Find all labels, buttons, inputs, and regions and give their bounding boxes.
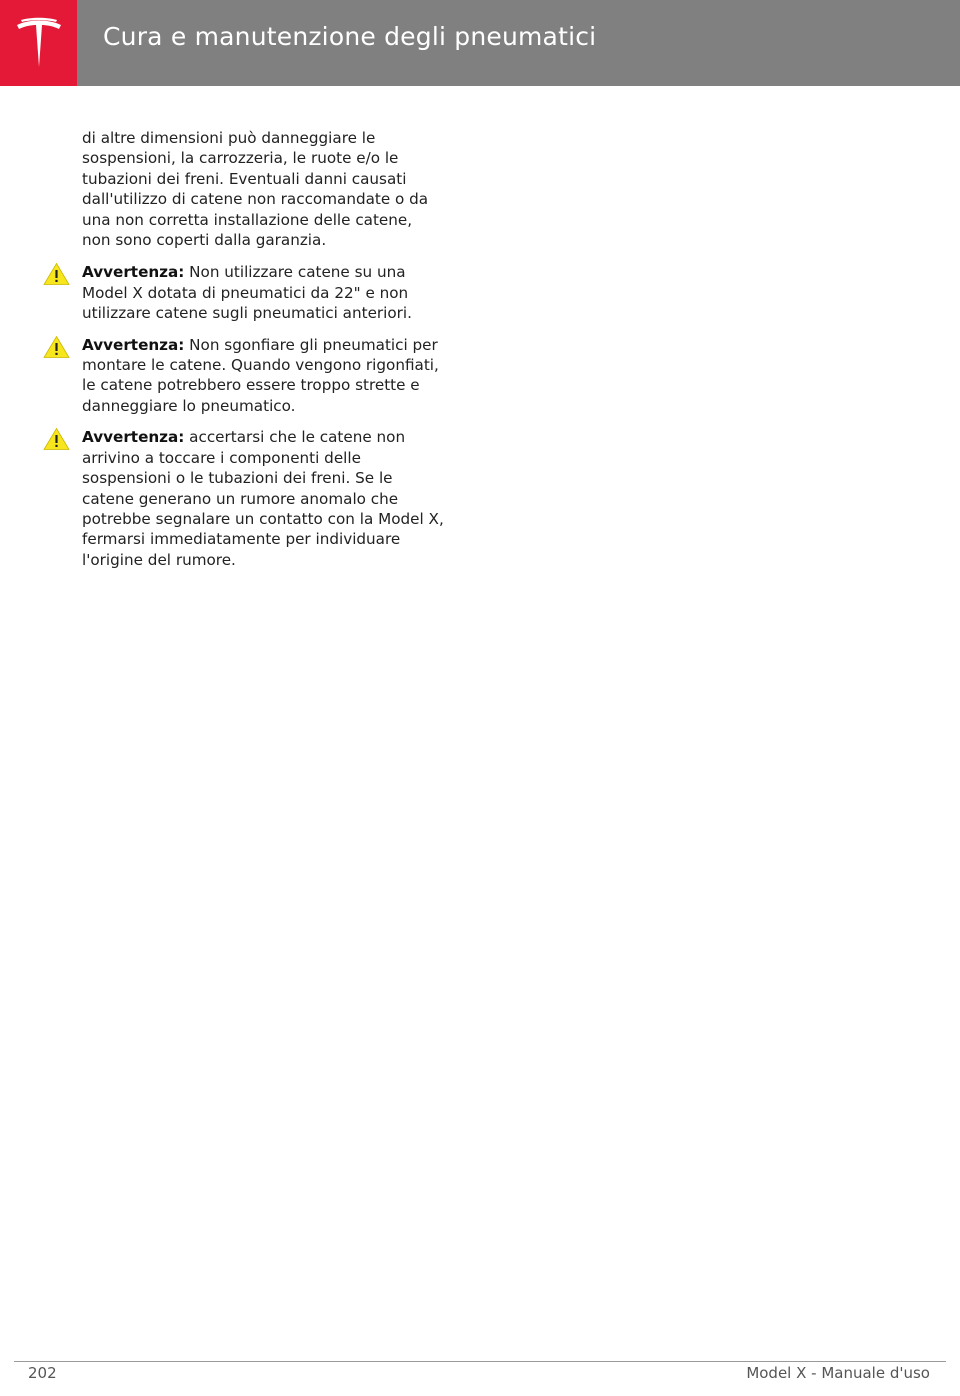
warning-block <box>82 335 444 417</box>
warning-label: Avvertenza: <box>82 335 185 354</box>
tesla-logo-icon <box>15 17 63 69</box>
warning-block <box>82 262 444 323</box>
main-content <box>82 128 444 581</box>
warning-text: Non utilizzare catene su una Model X dotata di pneumatici da 22" e non utilizzare catene sugli pneumatici anteriori. <box>82 263 412 323</box>
page-number: 202 <box>28 1364 57 1382</box>
warning-label: Avvertenza: <box>82 428 185 447</box>
warning-label: Avvertenza: <box>82 263 185 282</box>
warning-block <box>82 427 444 570</box>
warning-text: Non sgonfiare gli pneumatici per montare le catene. Quando vengono rigonfiati, le catene potrebbero essere troppo strette e danneggiare lo pneumatico. <box>82 335 439 415</box>
warning-triangle-icon <box>43 262 70 286</box>
manual-title: Model X - Manuale d'uso <box>746 1364 930 1382</box>
intro-paragraph: di altre dimensioni può danneggiare le sospensioni, la carrozzeria, le ruote e/o le tubazioni dei freni. Eventuali danni causati dall'utilizzo di catene non raccomandate o da una non corretta installazione delle catene, non sono coperti dalla garanzia. <box>82 129 429 250</box>
warning-triangle-icon <box>43 335 70 359</box>
page-title: Cura e manutenzione degli pneumatici <box>103 22 597 51</box>
footer-divider <box>14 1361 946 1362</box>
warning-text: accertarsi che le catene non arrivino a toccare i componenti delle sospensioni o le tubazioni dei freni. Se le catene generano un rumore anomalo che potrebbe segnalare un contatto con la Model X, fermarsi immediatamente per individuare l'origine del rumore. <box>82 428 444 569</box>
page-header <box>0 0 960 86</box>
tesla-logo <box>0 0 77 86</box>
warning-triangle-icon <box>43 427 70 451</box>
